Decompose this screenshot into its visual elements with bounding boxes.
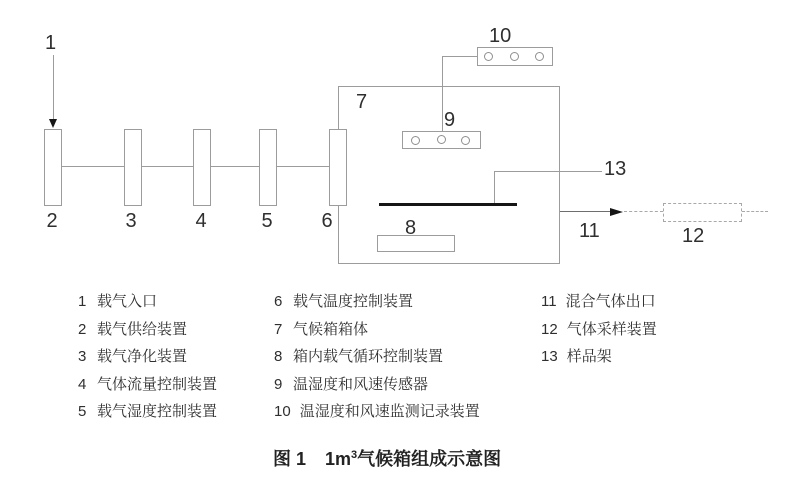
legend-item-text: 温湿度和风速监测记录装置 bbox=[299, 403, 480, 420]
legend-item-no: 11 bbox=[541, 293, 557, 310]
legend-item-6 bbox=[274, 288, 480, 316]
diagram-label-13: 13 bbox=[604, 158, 627, 180]
legend-item-7 bbox=[274, 316, 480, 344]
legend-item-2 bbox=[78, 316, 217, 344]
legend-item-text: 样品架 bbox=[566, 348, 612, 365]
diagram-label-10: 10 bbox=[489, 25, 512, 47]
legend-item-12 bbox=[541, 316, 657, 344]
rack-leader-vertical bbox=[494, 172, 495, 203]
gas-sampling-box bbox=[663, 203, 742, 222]
outlet-arrowhead-icon bbox=[610, 208, 623, 216]
legend-item-text: 载气净化装置 bbox=[97, 348, 188, 365]
legend-column-2 bbox=[274, 288, 480, 426]
diagram-label-9: 9 bbox=[444, 109, 456, 131]
sensor-wire-horizontal bbox=[442, 56, 477, 57]
diagram-label-5: 5 bbox=[261, 210, 273, 232]
legend-item-text: 气体采样装置 bbox=[566, 320, 657, 338]
legend-item-1 bbox=[78, 288, 217, 316]
sensor-dot-icon bbox=[411, 136, 420, 145]
legend-item-9 bbox=[274, 371, 480, 399]
diagram-label-12: 12 bbox=[682, 225, 705, 247]
figure-caption-number: 图 1 bbox=[273, 449, 307, 469]
legend-item-no: 7 bbox=[274, 320, 283, 338]
legend-item-text: 载气供给装置 bbox=[97, 320, 188, 338]
diagram-label-6: 6 bbox=[321, 210, 333, 232]
sensor-dot-icon bbox=[437, 135, 446, 144]
figure-caption bbox=[273, 444, 501, 470]
legend-item-text: 箱内载气循环控制装置 bbox=[293, 348, 444, 365]
legend-item-text: 气候箱箱体 bbox=[293, 320, 369, 338]
recorder-dot-icon bbox=[484, 52, 493, 61]
legend-item-no: 4 bbox=[78, 375, 87, 393]
humidity-control-box bbox=[259, 129, 277, 206]
figure-caption-title: 气候箱组成示意图 bbox=[357, 449, 502, 469]
legend-item-text: 载气温度控制装置 bbox=[293, 293, 414, 310]
diagram-label-3: 3 bbox=[125, 210, 137, 232]
legend-item-no: 8 bbox=[274, 348, 283, 365]
legend-item-10 bbox=[274, 398, 480, 426]
legend-item-11 bbox=[541, 288, 657, 316]
rack-leader-horizontal bbox=[494, 171, 602, 172]
legend-item-no: 9 bbox=[274, 375, 283, 393]
inlet-arrow-line bbox=[53, 55, 54, 120]
diagram-label-8: 8 bbox=[405, 217, 417, 239]
legend-item-no: 5 bbox=[78, 403, 87, 420]
legend-item-13 bbox=[541, 343, 657, 371]
sensor-wire-vertical bbox=[442, 56, 443, 131]
diagram-label-11: 11 bbox=[579, 220, 600, 242]
recorder-dot-icon bbox=[535, 52, 544, 61]
sensor-dot-icon bbox=[461, 136, 470, 145]
legend-item-no: 12 bbox=[541, 320, 558, 338]
legend-item-text: 载气湿度控制装置 bbox=[97, 403, 218, 420]
legend-item-no: 6 bbox=[274, 293, 283, 310]
carrier-gas-purification-box bbox=[124, 129, 142, 206]
legend-item-3 bbox=[78, 343, 217, 371]
carrier-gas-supply-box bbox=[44, 129, 62, 206]
sample-rack-line bbox=[379, 203, 517, 206]
figure-caption-volume: 1m bbox=[325, 449, 352, 469]
diagram-label-2: 2 bbox=[46, 210, 58, 232]
inlet-arrowhead-icon bbox=[49, 119, 57, 128]
legend-item-no: 13 bbox=[541, 348, 558, 365]
legend-item-text: 气体流量控制装置 bbox=[97, 375, 218, 393]
outlet-line bbox=[560, 211, 612, 212]
legend-item-4 bbox=[78, 371, 217, 399]
recorder-dot-icon bbox=[510, 52, 519, 61]
dashed-line-right bbox=[742, 211, 768, 212]
diagram-label-7: 7 bbox=[356, 91, 368, 113]
legend-item-8 bbox=[274, 343, 480, 371]
legend-column-3 bbox=[541, 288, 657, 371]
legend-item-no: 10 bbox=[274, 403, 291, 420]
legend-item-5 bbox=[78, 398, 217, 426]
legend-item-text: 载气入口 bbox=[97, 293, 158, 310]
legend-item-no: 1 bbox=[78, 293, 87, 310]
diagram-label-1: 1 bbox=[45, 32, 57, 54]
gas-flow-control-box bbox=[193, 129, 211, 206]
legend-column-1 bbox=[78, 288, 217, 426]
legend-item-text: 混合气体出口 bbox=[565, 293, 656, 310]
diagram-label-4: 4 bbox=[195, 210, 207, 232]
legend-item-no: 3 bbox=[78, 348, 87, 365]
legend-item-text: 温湿度和风速传感器 bbox=[293, 375, 429, 393]
dashed-line-left bbox=[624, 211, 663, 212]
temperature-control-box bbox=[329, 129, 347, 206]
figure-caption-superscript: 3 bbox=[351, 449, 358, 461]
legend-item-no: 2 bbox=[78, 320, 87, 338]
